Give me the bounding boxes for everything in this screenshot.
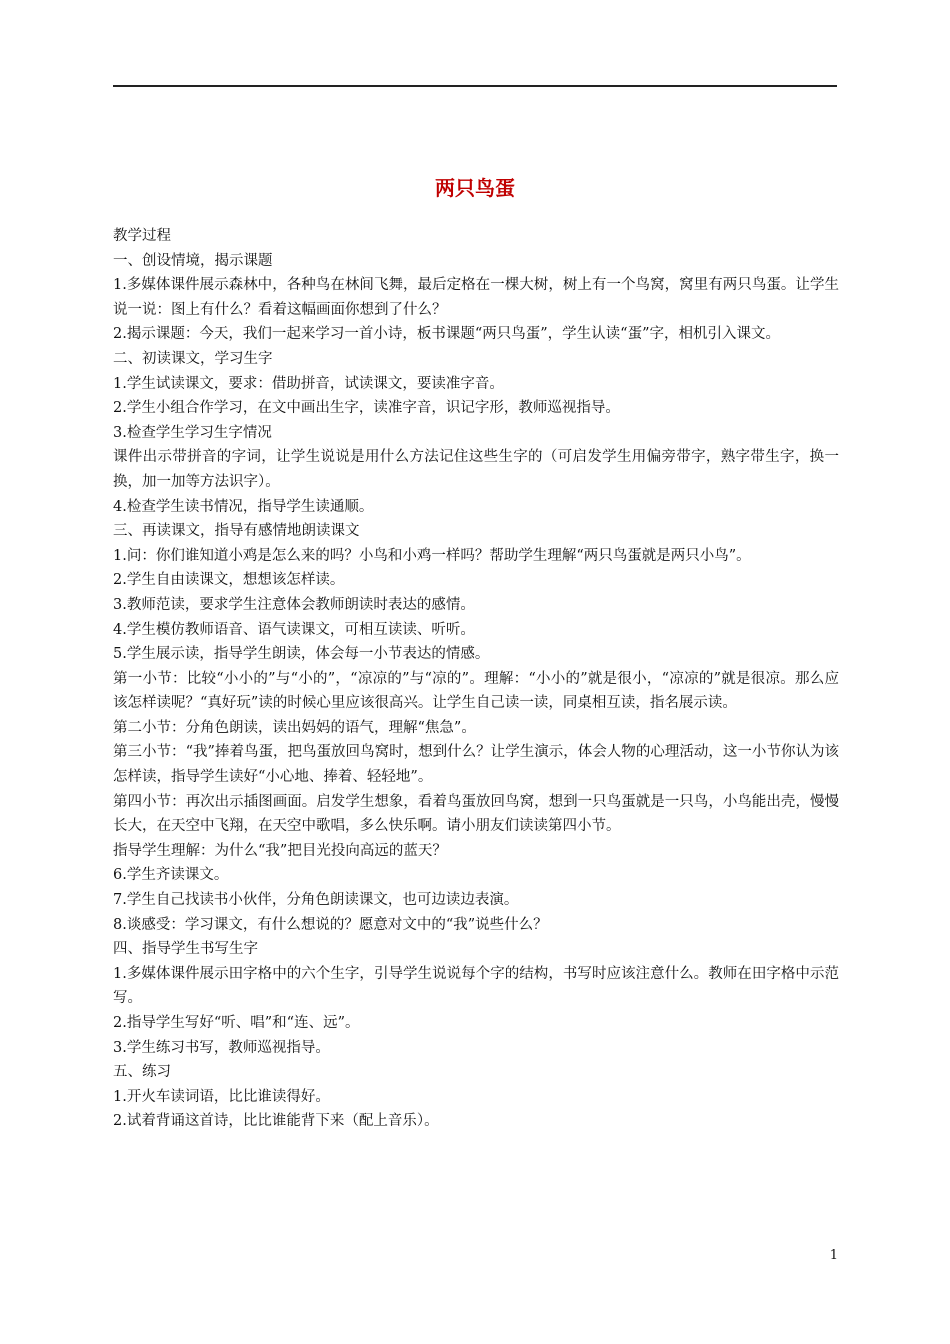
paragraph: 4.学生模仿教师语音、语气读课文，可相互读读、听听。 (113, 621, 475, 638)
paragraph: 1.学生试读课文，要求：借助拼音，试读课文，要读准字音。 (113, 375, 504, 392)
paragraph: 一、创设情境，揭示课题 (113, 252, 273, 269)
document-title: 两只鸟蛋 (435, 176, 515, 200)
paragraph: 第二小节：分角色朗读，读出妈妈的语气，理解“焦急”。 (113, 719, 476, 736)
paragraph: 第三小节：“我”捧着鸟蛋，把鸟蛋放回鸟窝时，想到什么？让学生演示，体会人物的心理活动，这一小节你认为该怎样读，指导学生读好“小心地、捧着、轻轻地”。 (113, 744, 839, 786)
paragraph: 第四小节：再次出示插图画面。启发学生想象，看着鸟蛋放回鸟窝，想到一只鸟蛋就是一只鸟，小鸟能出壳，慢慢长大，在天空中飞翔，在天空中歌唱，多么快乐啊。请小朋友们读读第四小节。 (113, 793, 839, 835)
paragraph: 6.学生齐读课文。 (113, 867, 229, 884)
paragraph: 第一小节：比较“小小的”与“小的”，“凉凉的”与“凉的”。理解：“小小的”就是很小，“凉凉的”就是很凉。那么应该怎样读呢？“真好玩”读的时候心里应该很高兴。让学生自己读一读，同桌相互读，指名展示读。 (113, 670, 839, 712)
paragraph: 1.多媒体课件展示森林中，各种鸟在林间飞舞，最后定格在一棵大树，树上有一个鸟窝，窝里有两只鸟蛋。让学生说一说：图上有什么？看着这幅画面你想到了什么？ (113, 277, 839, 318)
paragraph: 2.试着背诵这首诗，比比谁能背下来（配上音乐）。 (113, 1113, 439, 1130)
paragraph: 2.学生小组合作学习，在文中画出生字，读准字音，识记字形，教师巡视指导。 (113, 400, 620, 417)
page-number: 1 (829, 1248, 838, 1263)
paragraph: 3.学生练习书写，教师巡视指导。 (113, 1039, 330, 1056)
paragraph: 1.多媒体课件展示田字格中的六个生字，引导学生说说每个字的结构，书写时应该注意什么。教师在田字格中示范写。 (113, 965, 839, 1007)
paragraph: 指导学生理解：为什么“我”把目光投向高远的蓝天？ (113, 842, 447, 859)
paragraph: 四、指导学生书写生字 (113, 941, 258, 958)
paragraph: 1.问：你们谁知道小鸡是怎么来的吗？小鸟和小鸡一样吗？帮助学生理解“两只鸟蛋就是两只小鸟”。 (113, 547, 751, 564)
paragraph: 3.教师范读，要求学生注意体会教师朗读时表达的感情。 (113, 596, 475, 613)
paragraph: 三、再读课文，指导有感情地朗读课文 (113, 523, 360, 540)
paragraph: 4.检查学生读书情况，指导学生读通顺。 (113, 498, 374, 515)
paragraph: 课件出示带拼音的字词，让学生说说是用什么方法记住这些生字的（可启发学生用偏旁带字，熟字带生字，换一换，加一加等方法识字）。 (113, 449, 839, 490)
paragraph: 8.谈感受：学习课文，有什么想说的？愿意对文中的“我”说些什么？ (113, 916, 548, 933)
document-body (113, 224, 839, 1134)
header-rule (113, 85, 837, 87)
paragraph: 五、练习 (113, 1064, 171, 1081)
paragraph: 2.揭示课题：今天，我们一起来学习一首小诗，板书课题“两只鸟蛋”，学生认读“蛋”字，相机引入课文。 (113, 326, 780, 343)
paragraph: 教学过程 (113, 228, 171, 244)
paragraph: 二、初读课文，学习生字 (113, 350, 273, 367)
paragraph: 5.学生展示读，指导学生朗读，体会每一小节表达的情感。 (113, 646, 490, 663)
paragraph: 1.开火车读词语，比比谁读得好。 (113, 1088, 330, 1105)
paragraph: 3.检查学生学习生字情况 (113, 424, 272, 441)
paragraph: 2.学生自由读课文，想想该怎样读。 (113, 572, 345, 589)
paragraph: 2.指导学生写好“听、唱”和“连、远”。 (113, 1015, 360, 1031)
paragraph: 7.学生自己找读书小伙伴，分角色朗读课文，也可边读边表演。 (113, 892, 519, 909)
